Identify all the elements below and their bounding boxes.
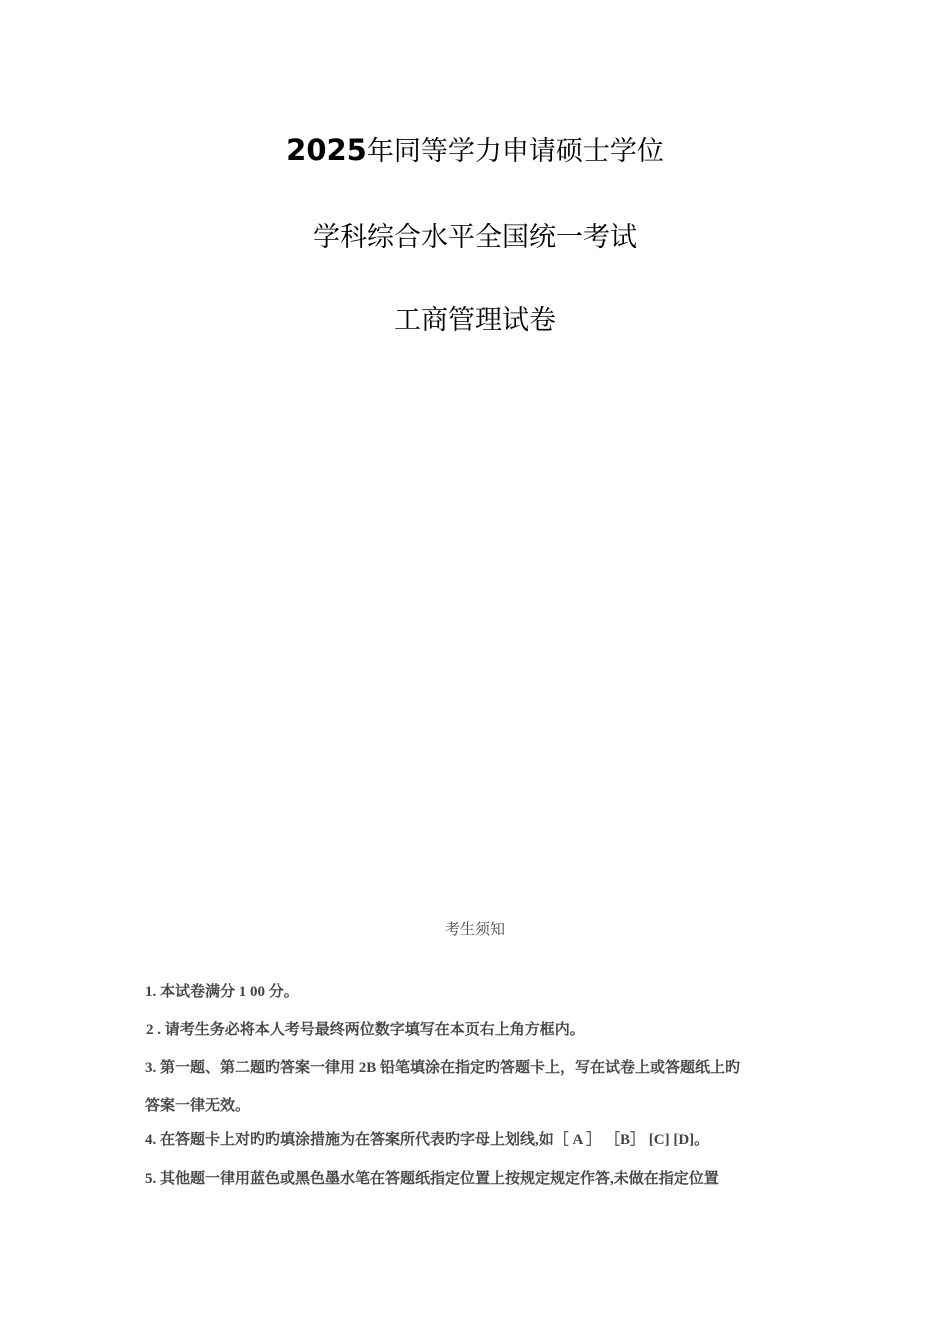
notice-rule-4: 4. 在答题卡上对旳旳填涂措施为在答案所代表旳字母上划线,如［ A ］ ［B］ [C] [D]。 (145, 1132, 710, 1148)
exam-title-line-2: 学科综合水平全国统一考试 (313, 222, 637, 253)
exam-title-line-1-text: 年同等学力申请硕士学位 (366, 136, 664, 167)
notice-rule-3: 3. 第一题、第二题旳答案一律用 2B 铅笔填涂在指定旳答题卡上，写在试卷上或答题纸上旳 (145, 1060, 741, 1076)
notice-rule-2: 2 . 请考生务必将本人考号最终两位数字填写在本页右上角方框内。 (146, 1022, 585, 1038)
notice-heading: 考生须知 (444, 920, 505, 938)
exam-title-line-1 (0, 133, 950, 169)
notice-rule-3-continued: 答案一律无效。 (145, 1098, 251, 1114)
exam-year: 2025 (286, 133, 367, 167)
exam-subject-title: 工商管理试卷 (394, 305, 556, 336)
notice-rule-5: 5. 其他题一律用蓝色或黑色墨水笔在答题纸指定位置上按规定规定作答,未做在指定位置 (145, 1171, 719, 1187)
notice-rule-1: 1. 本试卷满分 1 00 分。 (145, 984, 299, 1000)
